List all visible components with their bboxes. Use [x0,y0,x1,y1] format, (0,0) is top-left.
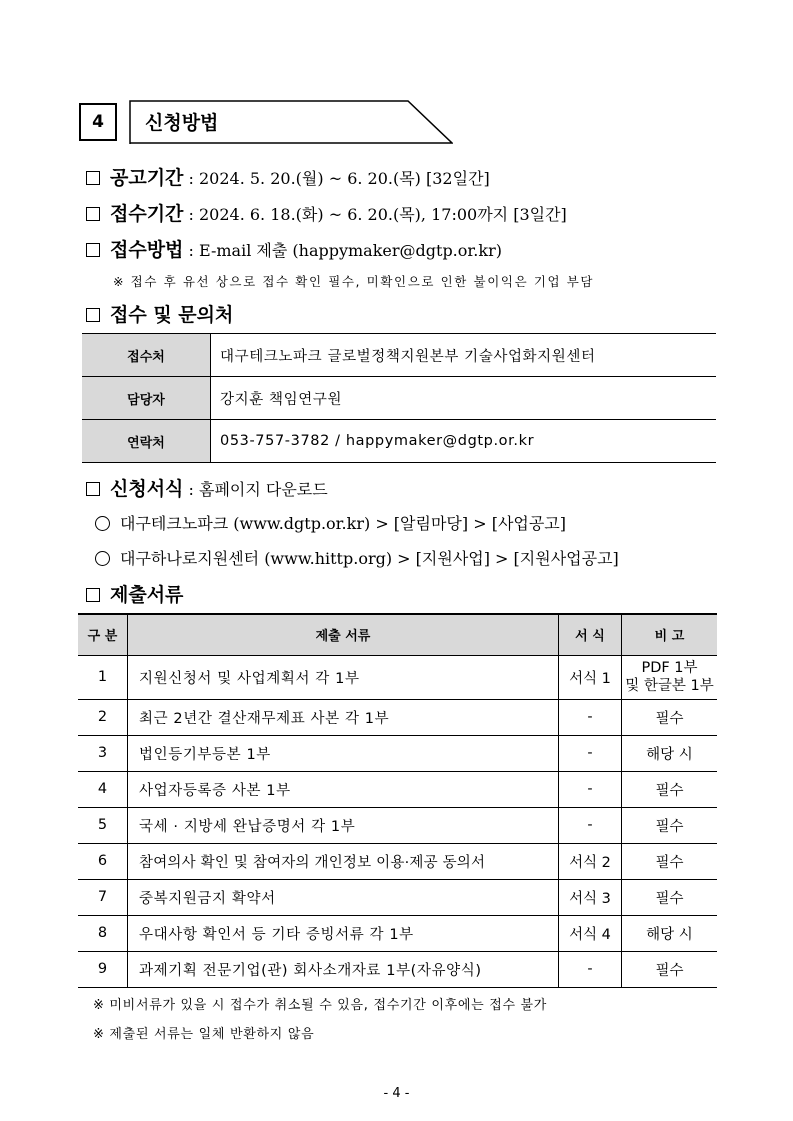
contact-key: 접수처 [82,334,211,377]
contact-value: 대구테크노파크 글로벌정책지원본부 기술사업화지원센터 [211,334,717,377]
footnote-incomplete: ※ 미비서류가 있을 시 접수가 취소될 수 있음, 접수기간 이후에는 접수 불가 [93,998,548,1013]
contact-value: 053-757-3782 / happymaker@dgtp.or.kr [211,420,717,463]
contact-table [82,333,716,463]
checkbox-square-icon [86,243,100,257]
forms-link-hittp: 대구하나로지원센터 (www.hittp.org) > [지원사업] > [지원사업공고] [95,546,619,569]
header-doc: 제출 서류 [128,614,559,655]
method-note: ※ 접수 후 유선 상으로 접수 확인 필수, 미확인으로 인한 불이익은 기업 부담 [113,274,595,289]
receive-method: 접수방법 : E-mail 제출 (happymaker@dgtp.or.kr) [86,235,502,262]
footnote-no-return: ※ 제출된 서류는 일체 반환하지 않음 [93,1027,315,1042]
table-row: 7 중복지원금지 확약서 서식 3 필수 [78,879,717,915]
checkbox-square-icon [86,308,100,322]
checkbox-square-icon [86,482,100,496]
forms-link-dgtp: 대구테크노파크 (www.dgtp.or.kr) > [알림마당] > [사업공고] [95,511,566,534]
table-row: 3 법인등기부등본 1부 - 해당 시 [78,735,717,771]
table-row [82,377,716,420]
circle-bullet-icon [95,551,110,566]
table-row: 9 과제기획 전문기업(관) 회사소개자료 1부(자유양식) - 필수 [78,951,717,987]
header-no: 구 분 [78,614,128,655]
table-row: 1 지원신청서 및 사업계획서 각 1부 서식 1 PDF 1부 및 한글본 1부 [78,655,717,699]
contact-value: 강지훈 책임연구원 [211,377,717,420]
contact-heading: 접수 및 문의처 [86,300,233,327]
table-row: 5 국세 · 지방세 완납증명서 각 1부 - 필수 [78,807,717,843]
circle-bullet-icon [95,516,110,531]
documents-heading: 제출서류 [86,580,183,607]
page-number: - 4 - [383,1086,410,1101]
header-form: 서 식 [559,614,622,655]
receive-period: 접수기간 : 2024. 6. 18.(화) ~ 6. 20.(목), 17:00까지 [3일간] [86,199,567,226]
section-title: 신청방법 [145,112,219,134]
table-row: 2 최근 2년간 결산재무제표 사본 각 1부 - 필수 [78,699,717,735]
section-number: 4 [79,103,117,141]
table-row: 8 우대사항 확인서 등 기타 증빙서류 각 1부 서식 4 해당 시 [78,915,717,951]
table-row: 4 사업자등록증 사본 1부 - 필수 [78,771,717,807]
forms-line: 신청서식 : 홈페이지 다운로드 [86,474,328,501]
documents-table [78,613,717,988]
table-row [82,420,716,463]
contact-key: 담당자 [82,377,211,420]
announce-period: 공고기간 : 2024. 5. 20.(월) ~ 6. 20.(목) [32일간] [86,163,490,190]
table-header-row [78,614,717,655]
header-remark: 비 고 [622,614,718,655]
checkbox-square-icon [86,588,100,602]
table-row [82,334,716,377]
checkbox-square-icon [86,207,100,221]
contact-key: 연락처 [82,420,211,463]
table-row: 6 참여의사 확인 및 참여자의 개인정보 이용·제공 동의서 서식 2 필수 [78,843,717,879]
checkbox-square-icon [86,171,100,185]
